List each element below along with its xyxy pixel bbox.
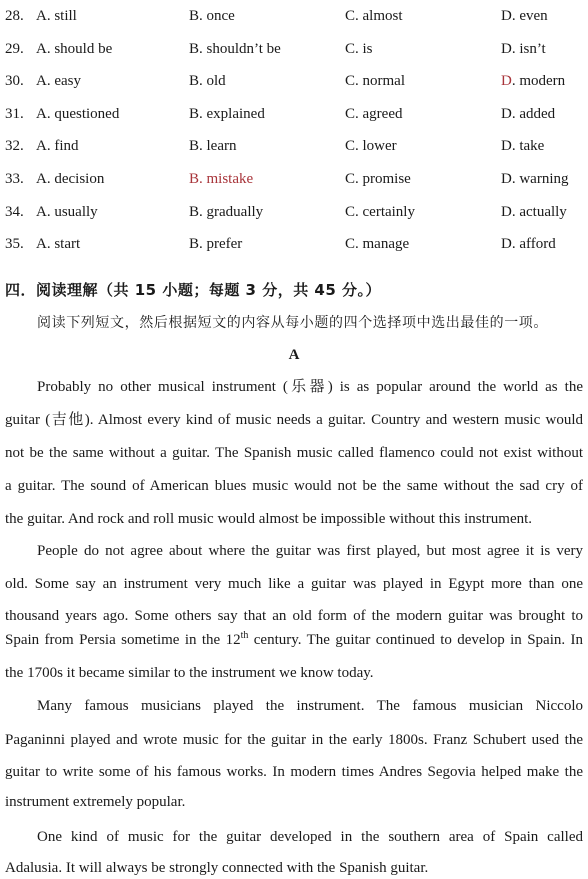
option-c: C. normal <box>345 73 405 89</box>
option-b: B. gradually <box>189 204 264 220</box>
question-row <box>0 102 588 126</box>
question-row <box>0 134 588 158</box>
question-number: 35. <box>5 236 24 252</box>
section-title: 四．阅读理解（共 15 小题；每题 3 分，共 45 分。） <box>5 281 382 299</box>
option-b: B. shouldn’t be <box>189 41 281 57</box>
option-c: C. almost <box>345 8 403 24</box>
option-a: A. usually <box>36 204 98 220</box>
passage-line: the guitar. And rock and roll music would almost be impossible without this instrument. <box>5 511 533 527</box>
question-row <box>0 4 588 28</box>
passage-line: a guitar. The sound of American blues music would not be the same without the sad cry of <box>5 478 583 494</box>
passage-line: Adalusia. It will always be strongly connected with the Spanish guitar. <box>5 860 429 876</box>
passage-line: the 1700s it became similar to the instrument we know today. <box>5 665 374 681</box>
passage-text: Spain from Persia sometime in the 12 <box>5 632 241 648</box>
passage-line: Probably no other musical instrument (乐器) is as popular around the world as the <box>37 379 583 395</box>
option-d: D. even <box>501 8 548 24</box>
question-number: 31. <box>5 106 24 122</box>
ordinal-suffix: th <box>240 630 249 641</box>
question-number: 34. <box>5 204 24 220</box>
option-a: A. find <box>36 138 79 154</box>
option-c: C. agreed <box>345 106 403 122</box>
passage-line: guitar to write some of his famous works. In modern times Andres Segovia helped make the <box>5 764 583 780</box>
option-c: C. manage <box>345 236 410 252</box>
option-text: . modern <box>511 73 566 89</box>
option-b: B. old <box>189 73 226 89</box>
option-b: B. prefer <box>189 236 243 252</box>
option-a: A. start <box>36 236 81 252</box>
passage-line: Paganinni played and wrote music for the guitar in the early 1800s. Franz Schubert used the <box>5 732 583 748</box>
option-b: B. learn <box>189 138 237 154</box>
option-a: A. decision <box>36 171 105 187</box>
passage-line <box>5 629 583 651</box>
question-number: 28. <box>5 8 24 24</box>
question-row <box>0 69 588 93</box>
option-c: C. lower <box>345 138 397 154</box>
passage-line: not be the same without a guitar. The Spanish music called flamenco could not exist without <box>5 445 583 461</box>
option-d: D. added <box>501 106 556 122</box>
option-d: D. afford <box>501 236 556 252</box>
section-instructions: 阅读下列短文，然后根据短文的内容从每小题的四个选择项中选出最佳的一项。 <box>37 315 548 331</box>
option-d: D. isn’t <box>501 41 546 57</box>
option-d: D. warning <box>501 171 569 187</box>
question-row <box>0 167 588 191</box>
passage-line: thousand years ago. Some others say that an old form of the modern guitar was brought to <box>5 608 583 624</box>
passage-text: century. The guitar continued to develop in Spain. In <box>248 632 583 648</box>
option-b: B. once <box>189 8 235 24</box>
option-a: A. questioned <box>36 106 120 122</box>
passage-label: A <box>288 347 300 363</box>
question-row <box>0 200 588 224</box>
question-row <box>0 232 588 256</box>
option-c: C. is <box>345 41 373 57</box>
option-c: C. promise <box>345 171 411 187</box>
question-number: 33. <box>5 171 24 187</box>
option-d: D. take <box>501 138 545 154</box>
question-number: 29. <box>5 41 24 57</box>
question-number: 30. <box>5 73 24 89</box>
passage-line: old. Some say an instrument very much like a guitar was played in Egypt more than one <box>5 576 583 592</box>
option-a: A. easy <box>36 73 81 89</box>
option-c: C. certainly <box>345 204 415 220</box>
option-d: D. actually <box>501 204 567 220</box>
question-number: 32. <box>5 138 24 154</box>
passage-line: People do not agree about where the guitar was first played, but most agree it is very <box>37 543 583 559</box>
passage-line: guitar (吉他). Almost every kind of music needs a guitar. Country and western music would <box>5 412 583 428</box>
passage-line: Many famous musicians played the instrument. The famous musician Niccolo <box>37 698 583 714</box>
passage-line: instrument extremely popular. <box>5 794 186 810</box>
passage-line: One kind of music for the guitar developed in the southern area of Spain called <box>37 829 583 845</box>
option-a: A. should be <box>36 41 113 57</box>
option-letter: D <box>501 73 512 89</box>
option-b: B. mistake <box>189 171 254 187</box>
option-a: A. still <box>36 8 77 24</box>
question-row <box>0 37 588 61</box>
option-d <box>501 69 565 93</box>
option-b: B. explained <box>189 106 265 122</box>
